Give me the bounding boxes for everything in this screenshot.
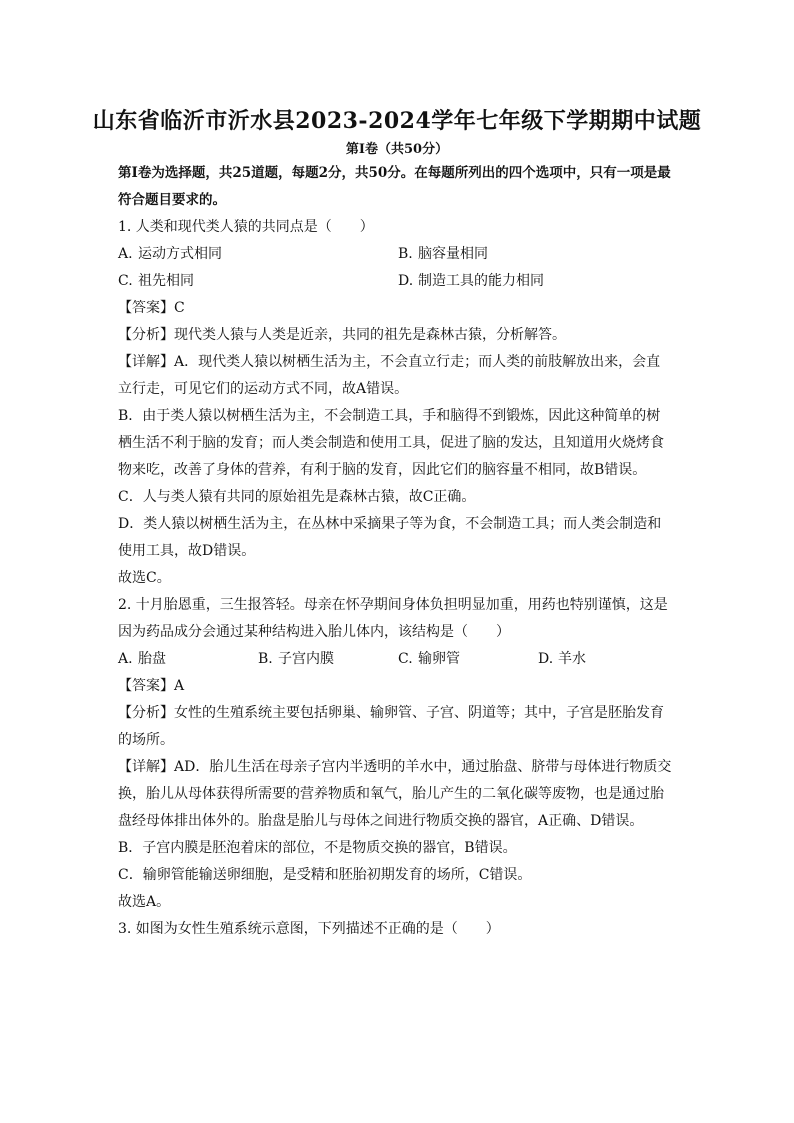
question-2-detail-line: 换，胎儿从母体获得所需要的营养物质和氧气，胎儿产生的二氧化碳等废物，也是通过胎 [118,786,664,802]
question-2-analysis-line: 【分析】女性的生殖系统主要包括卵巢、输卵管、子宫、阴道等；其中，子宫是胚胎发育 [118,705,664,721]
document-body [118,160,678,943]
section-intro: 第Ⅰ卷为选择题，共25道题，每题2分，共50分。在每题所列出的四个选项中，只有一项是最符合题目要求的。 [118,165,671,208]
question-1-detail-line: 立行走，可见它们的运动方式不同，故A错误。 [118,381,409,397]
question-2-option-d: D. 羊水 [538,651,586,667]
question-1-analysis: 【分析】现代类人猿与人类是近亲，共同的祖先是森林古猿，分析解答。 [118,327,566,343]
question-1-detail-line: C．人与类人猿有共同的原始祖先是森林古猿，故C正确。 [118,489,476,505]
question-2-detail-line: C．输卵管能输送卵细胞，是受精和胚胎初期发育的场所，C错误。 [118,867,532,883]
question-1-conclusion: 故选C。 [118,570,171,586]
question-1-stem: 1. 人类和现代类人猿的共同点是（ ） [118,219,374,235]
question-1-detail-line: 物来吃，改善了身体的营养，有利于脑的发育，因此它们的脑容量不相同，故B错误。 [118,462,647,478]
question-1-detail-line: D．类人猿以树栖生活为主，在丛林中采摘果子等为食，不会制造工具；而人类会制造和 [118,516,662,532]
question-1-options-row-1 [118,241,678,268]
question-3-stem: 3. 如图为女性生殖系统示意图，下列描述不正确的是（ ） [118,921,500,937]
question-1-options-row-2 [118,268,678,295]
question-1-detail-line: 【详解】A．现代类人猿以树栖生活为主，不会直立行走；而人类的前肢解放出来，会直 [118,354,661,370]
question-1-option-d: D. 制造工具的能力相同 [398,273,544,289]
page-title: 山东省临沂市沂水县2023-2024学年七年级下学期期中试题 [92,108,702,134]
question-2-option-c: C. 输卵管 [398,651,460,667]
question-2-detail-line: 盘经母体排出体外的。胎盘是胎儿与母体之间进行物质交换的器官，A正确、D错误。 [118,813,644,829]
question-2-stem-line: 2. 十月胎恩重，三生报答轻。母亲在怀孕期间身体负担明显加重，用药也特别谨慎，这是 [118,597,668,613]
question-1-option-c: C. 祖先相同 [118,273,194,289]
question-2-options-row [118,646,678,673]
question-2-option-b: B. 子宫内膜 [258,651,334,667]
question-1-detail-line: 使用工具，故D错误。 [118,543,256,559]
question-1-detail-line: B．由于类人猿以树栖生活为主，不会制造工具，手和脑得不到锻炼，因此这种简单的树 [118,408,661,424]
question-2-detail-line: B．子宫内膜是胚泡着床的部位，不是物质交换的器官，B错误。 [118,840,517,856]
question-2-detail-line: 【详解】AD．胎儿生活在母亲子宫内半透明的羊水中，通过胎盘、脐带与母体进行物质交 [118,759,672,775]
question-1-detail-line: 栖生活不利于脑的发育；而人类会制造和使用工具，促进了脑的发达，且知道用火烧烤食 [118,435,664,451]
question-2-conclusion: 故选A。 [118,894,171,910]
question-2-option-a: A. 胎盘 [118,651,166,667]
section-subtitle: 第Ⅰ卷（共50分） [345,142,449,157]
question-1-answer: 【答案】C [118,300,185,316]
question-2-answer: 【答案】A [118,678,185,694]
question-1-option-a: A. 运动方式相同 [118,246,222,262]
question-2-stem-line: 因为药品成分会通过某种结构进入胎儿体内，该结构是（ ） [118,624,510,640]
question-2-analysis-line: 的场所。 [118,732,174,748]
question-1-option-b: B. 脑容量相同 [398,246,488,262]
